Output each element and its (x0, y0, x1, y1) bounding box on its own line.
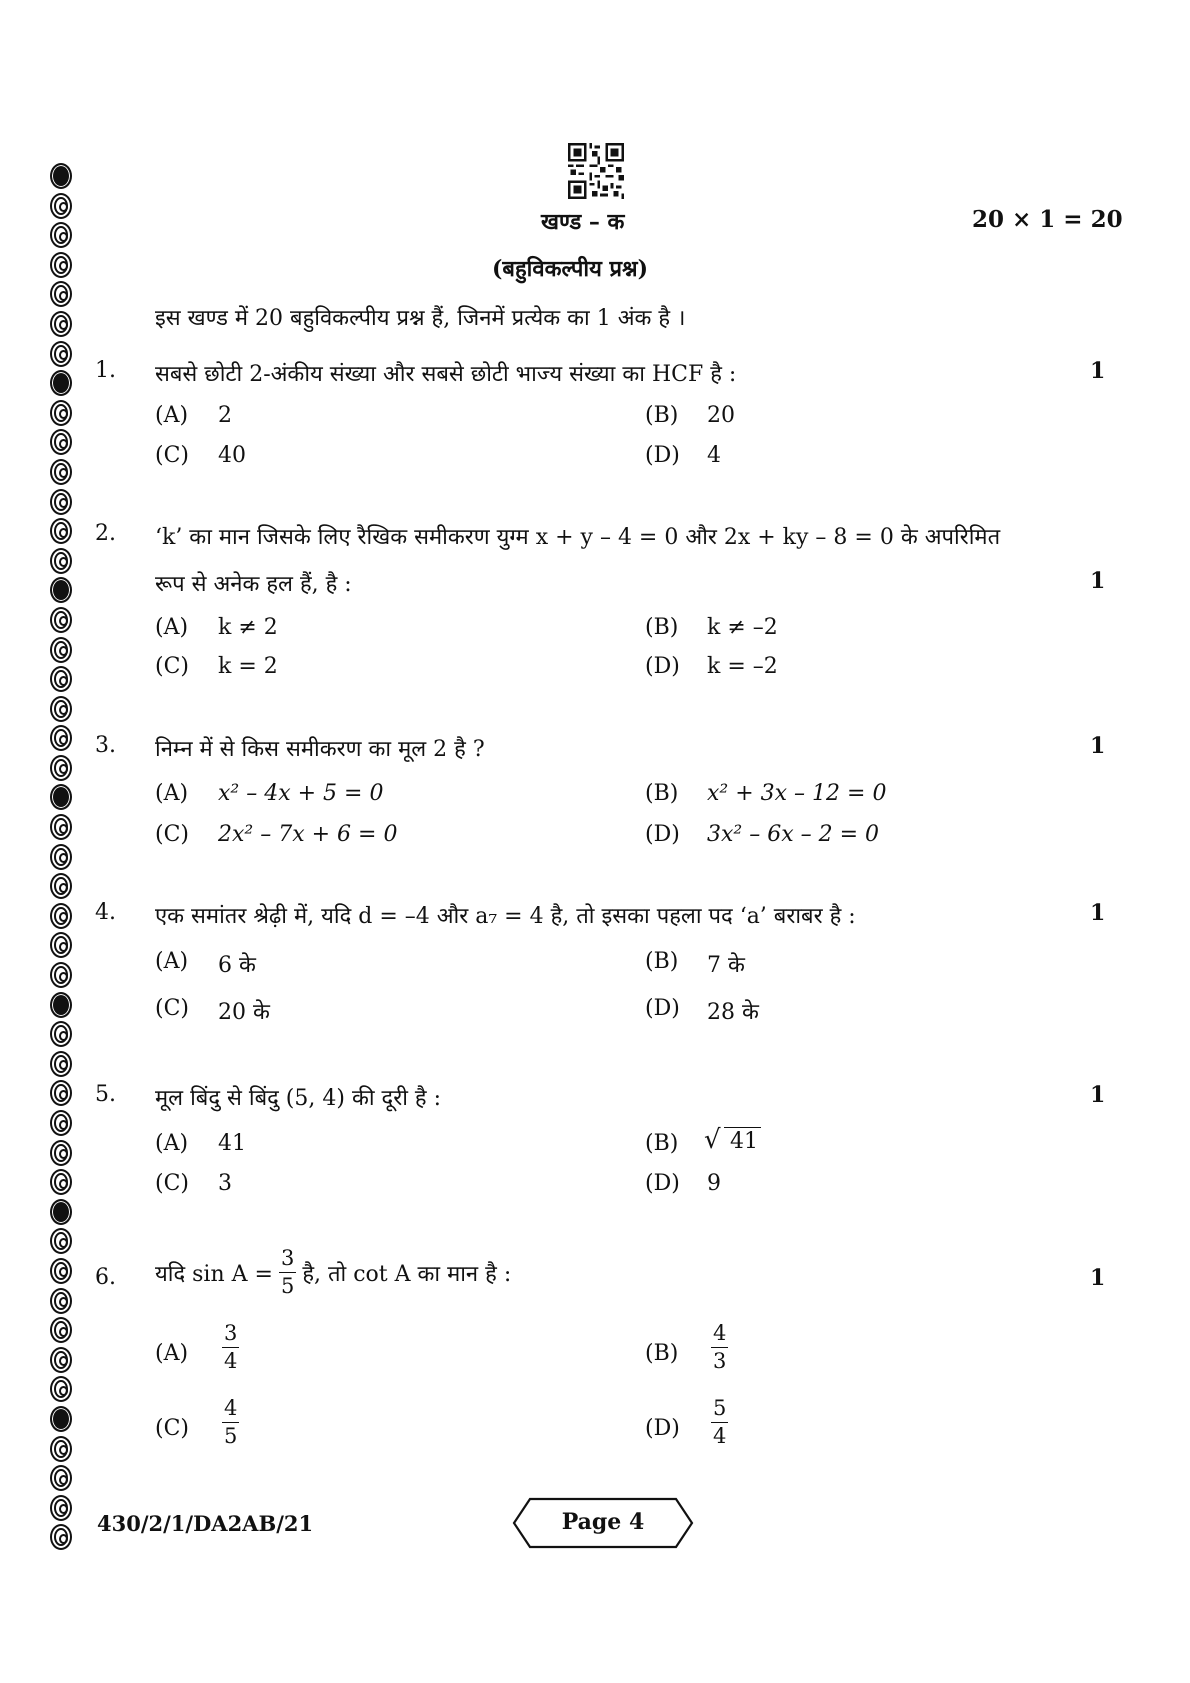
concentric-circle-mark-icon (50, 1317, 72, 1343)
option-a-value: k ≠ 2 (218, 615, 278, 640)
option-c-label: (C) (155, 654, 189, 679)
concentric-circle-mark-icon (50, 725, 72, 751)
question-text: सबसे छोटी 2-अंकीय संख्या और सबसे छोटी भाज्य संख्या का HCF है : (155, 362, 737, 387)
concentric-circle-mark-icon (50, 1140, 72, 1166)
qr-code-icon (568, 143, 624, 199)
option-d-value: 3x² – 6x – 2 = 0 (707, 822, 880, 847)
question-number: 1. (95, 358, 116, 383)
option-b-label: (B) (645, 1341, 679, 1366)
option-a-value: $\frac{3}{4}$ (224, 1321, 238, 1373)
option-c-value: 3 (218, 1171, 232, 1196)
option-c-value: 2x² – 7x + 6 = 0 (218, 822, 398, 847)
option-c-label: (C) (155, 1416, 189, 1441)
section-title: खण्ड – क (541, 209, 625, 235)
filled-circle-mark-icon (50, 163, 72, 189)
paper-code: 430/2/1/DA2AB/21 (97, 1511, 314, 1536)
page-number-badge (512, 1497, 694, 1549)
concentric-circle-mark-icon (50, 222, 72, 248)
question-number: 6. (95, 1265, 116, 1290)
concentric-circle-mark-icon (50, 1376, 72, 1402)
question-marks: 1 (1090, 358, 1106, 384)
concentric-circle-mark-icon (50, 844, 72, 870)
filled-circle-mark-icon (50, 1406, 72, 1432)
concentric-circle-mark-icon (50, 252, 72, 278)
concentric-circle-mark-icon (50, 1051, 72, 1077)
question-text-line-2: रूप से अनेक हल हैं, है : (155, 572, 352, 597)
option-d-label: (D) (645, 443, 680, 468)
question-marks: 1 (1090, 1082, 1106, 1108)
question-marks: 1 (1090, 568, 1106, 594)
option-b-label: (B) (645, 949, 679, 974)
concentric-circle-mark-icon (50, 1524, 72, 1550)
question-number: 2. (95, 521, 116, 546)
filled-circle-mark-icon (50, 784, 72, 810)
question-text: मूल बिंदु से बिंदु (5, 4) की दूरी है : (155, 1086, 441, 1111)
concentric-circle-mark-icon (50, 1228, 72, 1254)
concentric-circle-mark-icon (50, 814, 72, 840)
concentric-circle-mark-icon (50, 459, 72, 485)
option-b-value: 7 के (707, 953, 745, 978)
concentric-circle-mark-icon (50, 400, 72, 426)
concentric-circle-mark-icon (50, 932, 72, 958)
filled-circle-mark-icon (50, 577, 72, 603)
option-d-label: (D) (645, 1416, 680, 1441)
concentric-circle-mark-icon (50, 903, 72, 929)
concentric-circle-mark-icon (50, 696, 72, 722)
concentric-circle-mark-icon (50, 1258, 72, 1284)
option-c-label: (C) (155, 443, 189, 468)
option-d-value: 4 (707, 443, 721, 468)
concentric-circle-mark-icon (50, 489, 72, 515)
concentric-circle-mark-icon (50, 311, 72, 337)
option-c-value: k = 2 (218, 654, 278, 679)
concentric-circle-mark-icon (50, 341, 72, 367)
option-a-value: x² – 4x + 5 = 0 (218, 781, 384, 806)
question-text: यदि sin A = $\frac{3}{5}$ है, तो cot A का मान है : (155, 1246, 512, 1298)
concentric-circle-mark-icon (50, 193, 72, 219)
option-a-value: 6 के (218, 953, 256, 978)
option-c-value: 40 (218, 443, 246, 468)
option-c-label: (C) (155, 996, 189, 1021)
option-a-label: (A) (155, 781, 189, 806)
option-d-value: k = –2 (707, 654, 778, 679)
section-subtitle: (बहुविकल्पीय प्रश्न) (492, 256, 649, 282)
option-c-label: (C) (155, 822, 189, 847)
filled-circle-mark-icon (50, 1199, 72, 1225)
filled-circle-mark-icon (50, 370, 72, 396)
concentric-circle-mark-icon (50, 1288, 72, 1314)
fraction: $\frac{3}{5}$ (280, 1246, 295, 1298)
concentric-circle-mark-icon (50, 1110, 72, 1136)
section-instructions: इस खण्ड में 20 बहुविकल्पीय प्रश्न हैं, जिनमें प्रत्येक का 1 अंक है । (155, 306, 686, 331)
option-b-value: k ≠ –2 (707, 615, 778, 640)
concentric-circle-mark-icon (50, 1465, 72, 1491)
question-number: 5. (95, 1082, 116, 1107)
question-text-line-1: ‘k’ का मान जिसके लिए रैखिक समीकरण युग्म x + y – 4 = 0 और 2x + ky – 8 = 0 के अपरिमित (155, 525, 1001, 550)
square-root-symbol: √ 41 (704, 1129, 761, 1154)
option-c-value: $\frac{4}{5}$ (224, 1396, 238, 1448)
option-d-value: 9 (707, 1171, 721, 1196)
option-a-label: (A) (155, 1131, 189, 1156)
concentric-circle-mark-icon (50, 755, 72, 781)
concentric-circle-mark-icon (50, 548, 72, 574)
option-d-value: $\frac{5}{4}$ (713, 1396, 727, 1448)
page-label: Page 4 (561, 1509, 645, 1535)
option-a-label: (A) (155, 1341, 189, 1366)
concentric-circle-mark-icon (50, 429, 72, 455)
concentric-circle-mark-icon (50, 637, 72, 663)
option-c-label: (C) (155, 1171, 189, 1196)
option-d-label: (D) (645, 654, 680, 679)
concentric-circle-mark-icon (50, 1080, 72, 1106)
option-a-label: (A) (155, 615, 189, 640)
concentric-circle-mark-icon (50, 962, 72, 988)
concentric-circle-mark-icon (50, 1021, 72, 1047)
option-a-label: (A) (155, 403, 189, 428)
question-text: एक समांतर श्रेढ़ी में, यदि d = –4 और a₇ = 4 है, तो इसका पहला पद ‘a’ बराबर है : (155, 904, 856, 929)
filled-circle-mark-icon (50, 992, 72, 1018)
concentric-circle-mark-icon (50, 873, 72, 899)
section-marks-total: 20 × 1 = 20 (972, 206, 1123, 233)
option-a-value: 41 (218, 1131, 246, 1156)
concentric-circle-mark-icon (50, 281, 72, 307)
option-b-label: (B) (645, 1131, 679, 1156)
option-a-value: 2 (218, 403, 232, 428)
concentric-circle-mark-icon (50, 518, 72, 544)
option-b-value (704, 1125, 761, 1155)
concentric-circle-mark-icon (50, 1347, 72, 1373)
concentric-circle-mark-icon (50, 607, 72, 633)
option-d-label: (D) (645, 822, 680, 847)
option-b-value: $\frac{4}{3}$ (713, 1321, 727, 1373)
option-d-value: 28 के (707, 1000, 759, 1025)
option-b-value: x² + 3x – 12 = 0 (707, 781, 887, 806)
option-d-label: (D) (645, 996, 680, 1021)
option-a-label: (A) (155, 949, 189, 974)
concentric-circle-mark-icon (50, 666, 72, 692)
concentric-circle-mark-icon (50, 1495, 72, 1521)
option-b-label: (B) (645, 781, 679, 806)
concentric-circle-mark-icon (50, 1436, 72, 1462)
option-b-label: (B) (645, 615, 679, 640)
option-b-label: (B) (645, 403, 679, 428)
concentric-circle-mark-icon (50, 1169, 72, 1195)
option-d-label: (D) (645, 1171, 680, 1196)
question-number: 3. (95, 733, 116, 758)
question-marks: 1 (1090, 733, 1106, 759)
question-marks: 1 (1090, 900, 1106, 926)
question-number: 4. (95, 900, 116, 925)
margin-registration-marks (50, 163, 78, 1554)
question-marks: 1 (1090, 1265, 1106, 1291)
option-c-value: 20 के (218, 1000, 270, 1025)
option-b-value: 20 (707, 403, 735, 428)
question-text: निम्न में से किस समीकरण का मूल 2 है ? (155, 737, 485, 762)
